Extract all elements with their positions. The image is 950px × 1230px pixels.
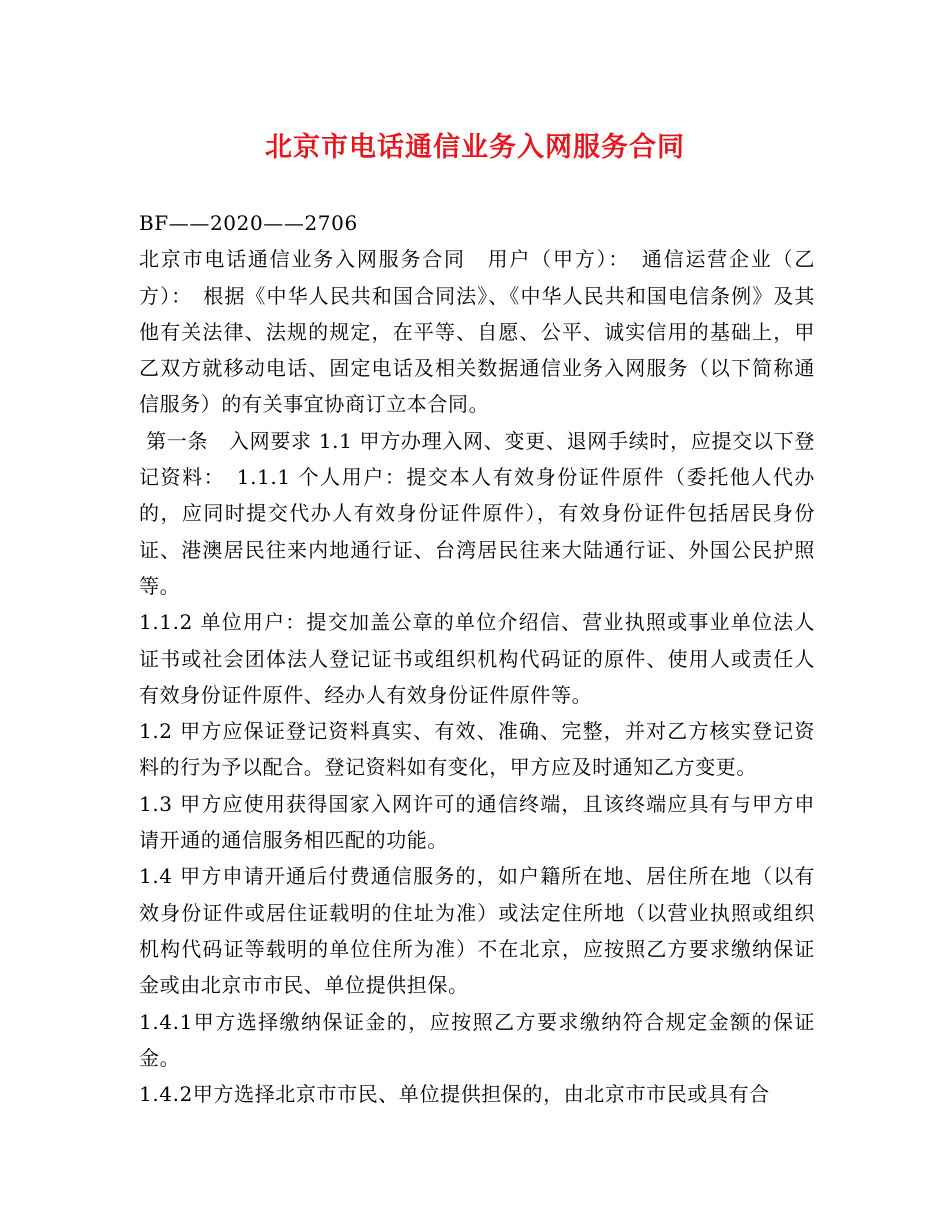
document-title: 北京市电话通信业务入网服务合同: [265, 132, 685, 163]
contract-code: BF——2020——2706: [139, 211, 358, 235]
document-body: [139, 205, 815, 1112]
paragraph-1-4-1: 1.4.1甲方选择缴纳保证金的，应按照乙方要求缴纳符合规定金额的保证金。: [139, 1009, 815, 1070]
paragraph-1-1-2: 1.1.2 单位用户：提交加盖公章的单位介绍信、营业执照或事业单位法人证书或社会团体法人登记证书或组织机构代码证的原件、使用人或责任人有效身份证件原件、经办人有效身份证件原件等。: [139, 610, 815, 707]
paragraph-1-2: 1.2 甲方应保证登记资料真实、有效、准确、完整，并对乙方核实登记资料的行为予以配合。登记资料如有变化，甲方应及时通知乙方变更。: [139, 719, 815, 780]
paragraph-1-4-2: 1.4.2甲方选择北京市市民、单位提供担保的，由北京市市民或具有合: [139, 1082, 770, 1107]
paragraph-article-1: 第一条 入网要求 1.1 甲方办理入网、变更、退网手续时，应提交以下登记资料： 1.1.1 个人用户：提交本人有效身份证件原件（委托他人代办的，应同时提交代办人有效身份证件原件），有效身份证件包括居民身份证、港澳居民往来内地通行证、台湾居民往来大陆通行证、外国公民护照等。: [139, 428, 815, 598]
paragraph-1-3: 1.3 甲方应使用获得国家入网许可的通信终端，且该终端应具有与甲方申请开通的通信服务相匹配的功能。: [139, 791, 815, 853]
paragraph-preamble: 北京市电话通信业务入网服务合同 用户（甲方）： 通信运营企业（乙方）： 根据《中华人民共和国合同法》、《中华人民共和国电信条例》及其他有关法律、法规的规定，在平等、自愿、公平、诚实信用的基础上，甲乙双方就移动电话、固定电话及相关数据通信业务入网服务（以下简称通信服务）的有关事宜协商订立本合同。: [139, 247, 815, 417]
paragraph-1-4: 1.4 甲方申请开通后付费通信服务的，如户籍所在地、居住所在地（以有效身份证件或居住证载明的住址为准）或法定住所地（以营业执照或组织机构代码证等载明的单位住所为准）不在北京，应按照乙方要求缴纳保证金或由北京市市民、单位提供担保。: [139, 864, 815, 998]
